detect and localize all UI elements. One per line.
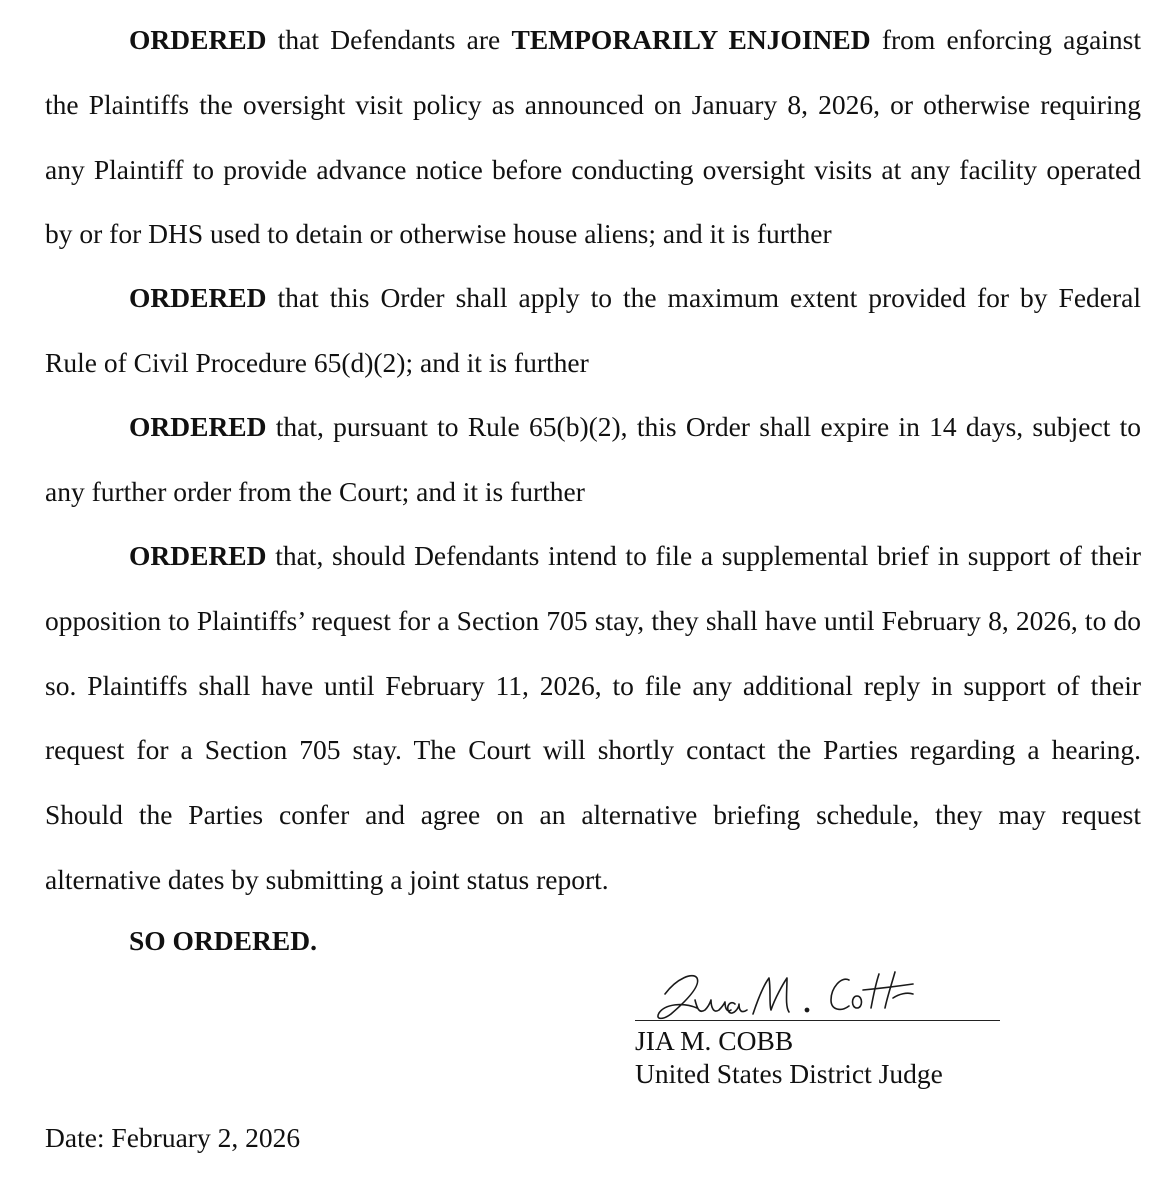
signature-line: [635, 1020, 1000, 1021]
paragraph-text: from enforcing against the Plaintiffs the oversight visit policy as announced on January 8, 2026, or otherwise requiring any Plaintiff to provide advance notice before conducting oversight visits at any facility operated by or for DHS used to detain or otherwise house aliens; and it is further: [45, 24, 1142, 250]
judge-name: JIA M. COBB: [635, 1025, 794, 1056]
order-date: Date: February 2, 2026: [45, 1122, 301, 1153]
order-paragraph: [45, 266, 1141, 396]
ordered-lead: ORDERED: [129, 282, 267, 313]
so-ordered-closing: SO ORDERED.: [129, 925, 317, 956]
order-paragraph: [45, 524, 1141, 913]
paragraph-text: that Defendants are: [266, 24, 512, 55]
paragraph-text: that this Order shall apply to the maximum extent provided for by Federal Rule of Civil Procedure 65(d)(2); and it is further: [45, 282, 1141, 378]
handwritten-signature: [635, 958, 1005, 1028]
paragraph-emphasis: TEMPORARILY ENJOINED: [511, 24, 871, 55]
paragraph-text: that, pursuant to Rule 65(b)(2), this Order shall expire in 14 days, subject to any further order from the Court; and it is further: [45, 411, 1141, 507]
ordered-lead: ORDERED: [129, 540, 267, 571]
order-paragraph: [45, 395, 1141, 525]
ordered-lead: ORDERED: [129, 24, 267, 55]
ordered-lead: ORDERED: [129, 411, 267, 442]
judge-title: United States District Judge: [635, 1058, 943, 1089]
paragraph-text: that, should Defendants intend to file a supplemental brief in support of their opposition to Plaintiffs’ request for a Section 705 stay, they shall have until February 8, 2026, to do so. Plaintiffs shall have until February 11, 2026, to file any additional reply in support of their request for a Section 705 stay. The Court will shortly contact the Parties regarding a hearing. Should the Parties confer and agree on an alternative briefing schedule, they may request alternative dates by submitting a joint status report.: [45, 540, 1141, 895]
signature-block: [635, 958, 1005, 1098]
order-paragraph: [45, 8, 1141, 267]
